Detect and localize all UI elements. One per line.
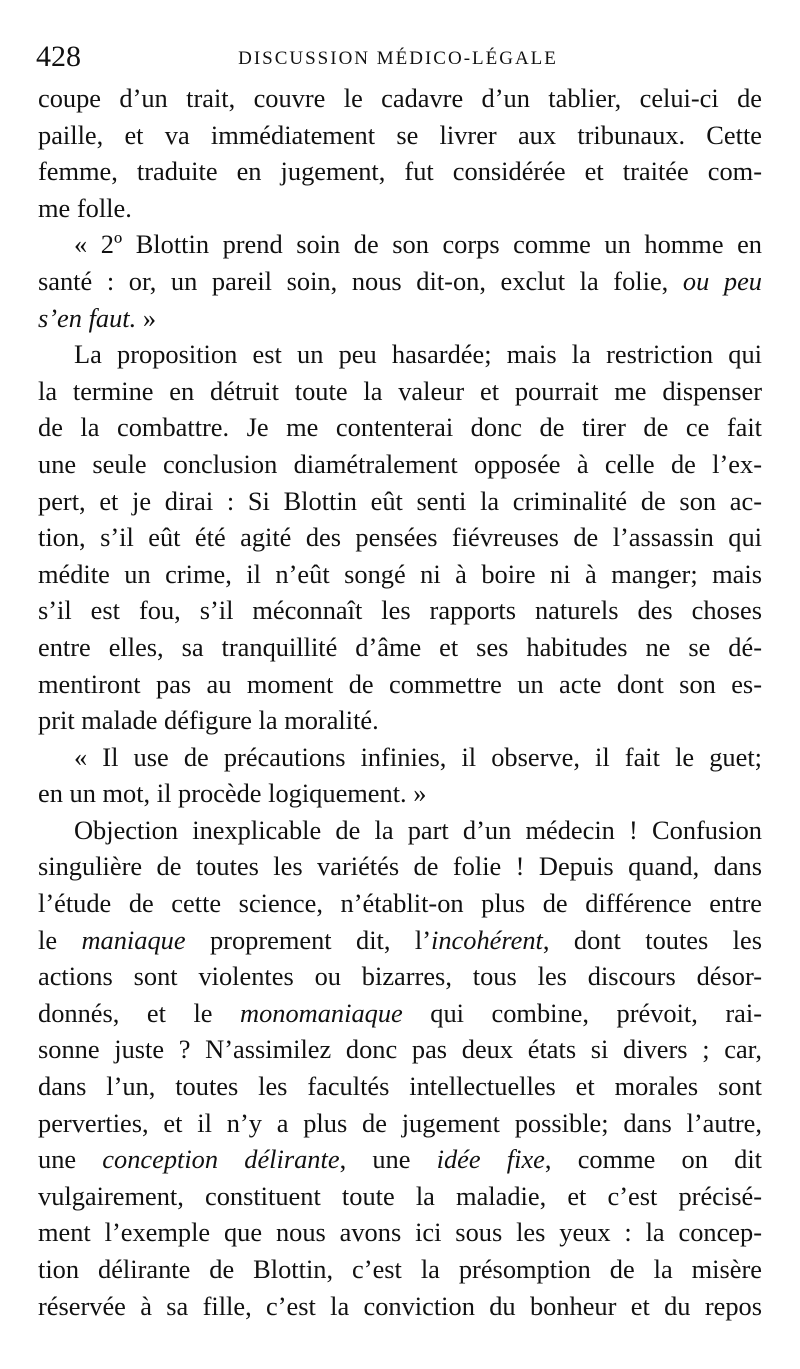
italic-text: s’en faut. — [38, 302, 137, 333]
text-line — [38, 1141, 762, 1178]
line-text: , comme on dit — [544, 1144, 762, 1175]
text-line — [38, 1214, 762, 1251]
line-text: une — [38, 1144, 103, 1175]
text-line — [38, 373, 762, 410]
line-text: singulière de toutes les variétés de folie ! Depuis quand, dans — [38, 851, 762, 882]
line-text: Objection inexplicable de la part d’un médecin ! Confusion — [74, 814, 762, 845]
line-text: ment l’exemple que nous avons ici sous les yeux : la concep- — [38, 1217, 762, 1248]
text-line — [38, 556, 762, 593]
text-line — [38, 1178, 762, 1215]
line-text: médite un crime, il n’eût songé ni à boire ni à manger; mais — [38, 558, 762, 589]
line-text: donnés, et le — [38, 997, 241, 1028]
text-line — [38, 629, 762, 666]
line-text: proprement dit, l’ — [185, 924, 432, 955]
line-text: qui combine, prévoit, rai- — [402, 997, 762, 1028]
body-text — [38, 80, 762, 1324]
text-line — [38, 336, 762, 373]
line-text: réservée à sa fille, c’est la conviction du bonheur et du repos — [38, 1290, 762, 1321]
line-text: « Il use de précautions infinies, il observe, il fait le guet; — [74, 741, 762, 772]
text-line — [38, 958, 762, 995]
text-line — [38, 1288, 762, 1325]
text-line — [38, 812, 762, 849]
line-text: mentiront pas au moment de commettre un acte dont son es- — [38, 668, 762, 699]
line-text: le — [38, 924, 82, 955]
text-line — [38, 519, 762, 556]
text-line — [38, 409, 762, 446]
text-line — [38, 1105, 762, 1142]
italic-text: conception délirante — [102, 1144, 340, 1175]
line-text: La proposition est un peu hasardée; mais la restriction qui — [74, 339, 762, 370]
text-line — [38, 848, 762, 885]
line-text: me folle. — [38, 192, 132, 223]
line-text: prit malade défigure la moralité. — [38, 705, 379, 736]
text-line — [38, 1068, 762, 1105]
text-line — [38, 80, 762, 117]
text-line — [38, 117, 762, 154]
line-text: s’il est fou, s’il méconnaît les rapports naturels des choses — [38, 595, 762, 626]
line-text: vulgairement, constituent toute la maladie, et c’est précisé- — [38, 1180, 762, 1211]
italic-text: ou peu — [682, 265, 762, 296]
line-text: tion délirante de Blottin, c’est la présomption de la misère — [38, 1254, 762, 1284]
text-line — [38, 995, 762, 1032]
line-text: en un mot, il procède logiquement. » — [38, 778, 427, 809]
line-text: , une — [339, 1144, 437, 1175]
line-text: dans l’un, toutes les facultés intellectuelles et morales sont — [38, 1071, 762, 1102]
text-line — [38, 775, 762, 812]
line-text: la termine en détruit toute la valeur et pourrait me dispenser — [38, 375, 762, 406]
line-text: entre elles, sa tranquillité d’âme et ses habitudes ne se dé- — [38, 631, 762, 662]
line-text: perverties, et il n’y a plus de jugement possible; dans l’autre, — [38, 1107, 762, 1138]
text-line — [38, 702, 762, 739]
running-header: DISCUSSION MÉDICO-LÉGALE — [238, 48, 558, 69]
line-text: sonne juste ? N’assimilez donc pas deux états si divers ; car, — [38, 1034, 762, 1065]
page-number: 428 — [36, 40, 81, 73]
text-line — [38, 300, 762, 337]
text-line — [38, 739, 762, 776]
line-text: de la combattre. Je me contenterai donc de tirer de ce fait — [38, 412, 762, 443]
line-text: santé : or, un pareil soin, nous dit-on, exclut la folie, — [38, 265, 683, 296]
page-header — [36, 40, 760, 76]
text-line — [38, 153, 762, 190]
text-line — [38, 1251, 762, 1288]
line-text: tion, s’il eût été agité des pensées fiévreuses de l’assassin qui — [38, 522, 762, 553]
text-line — [38, 446, 762, 483]
line-text: l’étude de cette science, n’établit-on plus de différence entre — [38, 888, 762, 919]
text-line — [38, 885, 762, 922]
text-line — [38, 190, 762, 227]
text-line — [38, 666, 762, 703]
text-line — [38, 226, 762, 263]
text-line — [38, 1031, 762, 1068]
line-text: paille, et va immédiatement se livrer aux tribunaux. Cette — [38, 119, 762, 150]
text-line — [38, 483, 762, 520]
line-text: une seule conclusion diamétralement opposée à celle de l’ex- — [38, 448, 762, 479]
italic-text: maniaque — [81, 924, 186, 955]
line-text: » — [136, 302, 157, 333]
line-text: « 2º Blottin prend soin de son corps comme un homme en — [74, 229, 762, 260]
line-text: coupe d’un trait, couvre le cadavre d’un tablier, celui-ci de — [38, 83, 762, 113]
italic-text: incohérent — [431, 924, 543, 955]
line-text: actions sont violentes ou bizarres, tous les discours désor- — [38, 961, 762, 992]
line-text: femme, traduite en jugement, fut considérée et traitée com- — [38, 156, 762, 187]
text-line — [38, 922, 762, 959]
italic-text: idée fixe — [436, 1144, 545, 1175]
italic-text: monomaniaque — [240, 997, 403, 1028]
text-line — [38, 263, 762, 300]
line-text: , dont toutes les — [542, 924, 762, 955]
line-text: pert, et je dirai : Si Blottin eût senti la criminalité de son ac- — [38, 485, 762, 516]
text-line — [38, 592, 762, 629]
